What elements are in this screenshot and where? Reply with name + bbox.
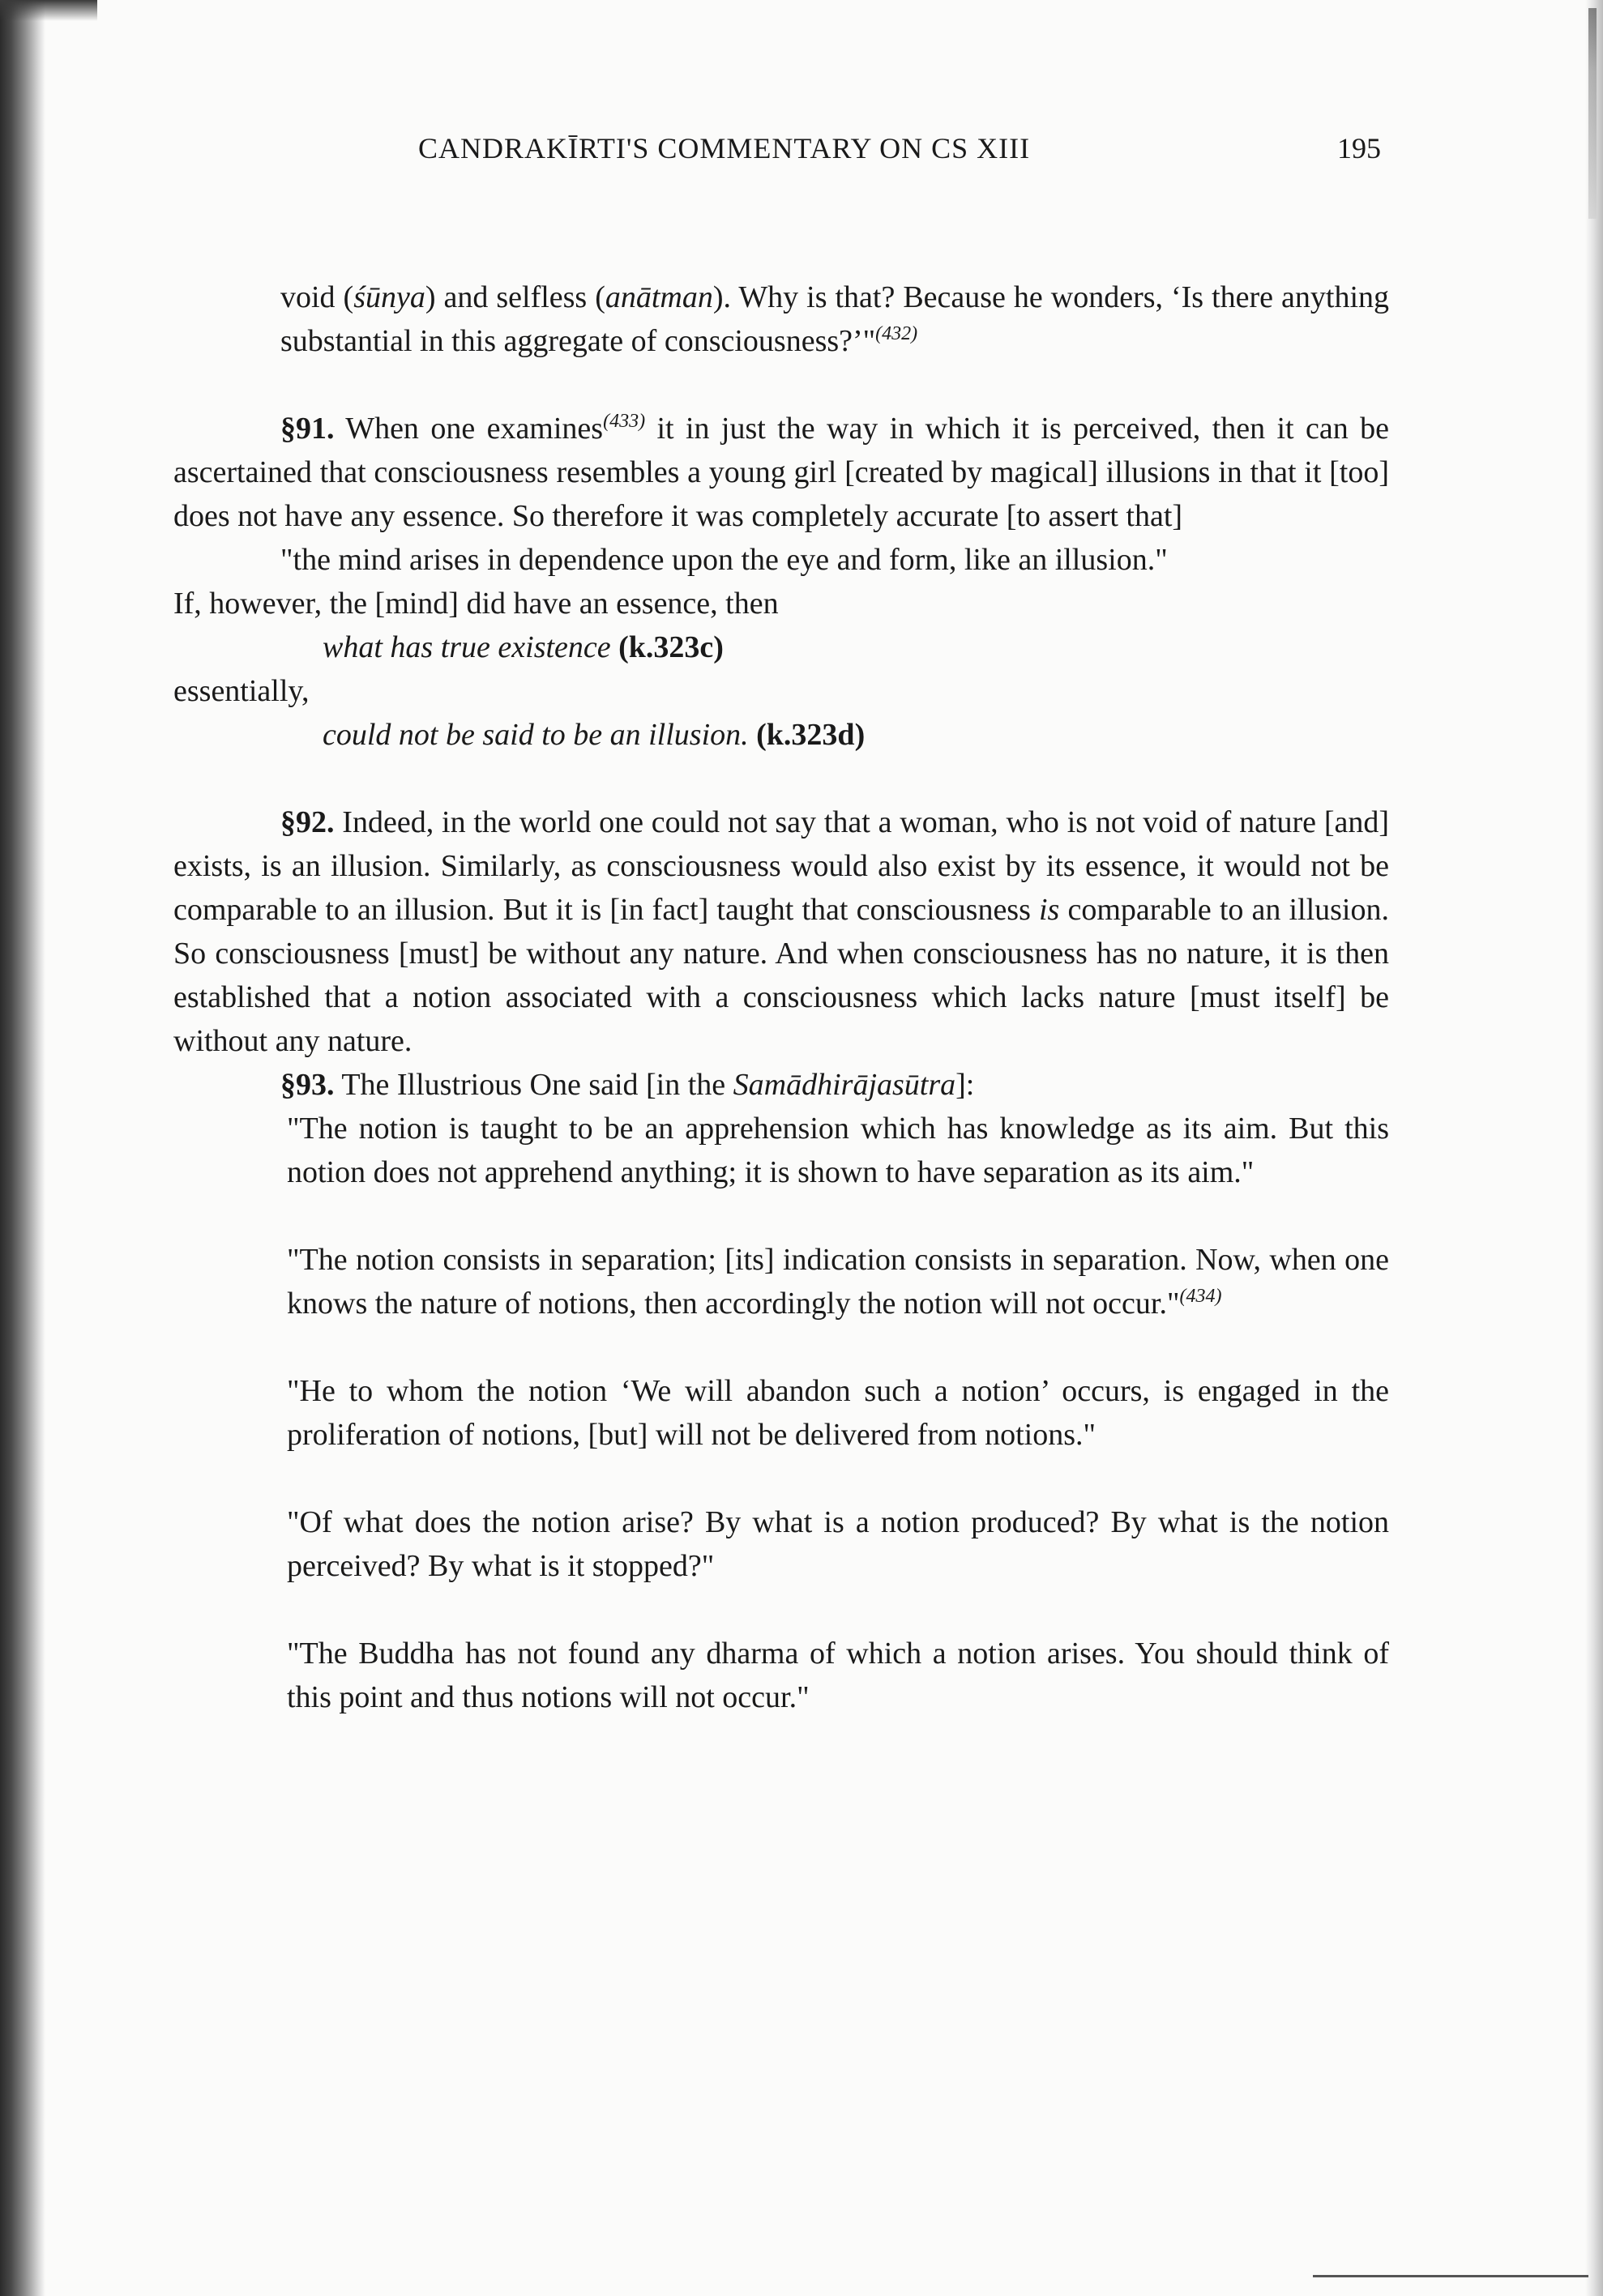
sutra-quote-3: "He to whom the notion ‘We will abandon such a notion’ occurs, is engaged in the proliferation of notions, [but] will not be delivered from notions." xyxy=(287,1374,1389,1452)
page-number: 195 xyxy=(1337,132,1381,164)
verse-k323c: what has true existence (k.323c) xyxy=(323,630,724,664)
section-91-essentially: essentially, xyxy=(173,674,310,708)
verse-ref-k323d: (k.323d) xyxy=(756,718,866,752)
section-93: §93. The Illustrious One said [in the Samādhirājasūtra]: xyxy=(280,1068,975,1102)
binding-shadow xyxy=(0,0,45,2296)
running-title: CANDRAKĪRTI'S COMMENTARY ON CS XIII xyxy=(418,132,1031,164)
title-samadhirajasutra: Samādhirājasūtra xyxy=(733,1068,956,1102)
scan-edge-mark xyxy=(1588,8,1597,219)
sutra-quote-4: "Of what does the notion arise? By what is a notion produced? By what is the notion perceived? By what is it stopped?" xyxy=(287,1505,1389,1583)
verse-k323d: could not be said to be an illusion. (k.323d) xyxy=(323,718,866,752)
verse-ref-k323c: (k.323c) xyxy=(618,630,724,664)
binding-corner-shadow xyxy=(0,0,97,21)
page-right-edge xyxy=(1585,0,1603,2296)
term-anatman: anātman xyxy=(605,280,713,314)
section-91: §91. When one examines$^{(433)}$ it in just the way in which it is perceived, then it can be ascertained that consciousness resembles a young girl [created by magical] illusions in that it [too] does not have any essence. So therefore it was completely accurate [to assert that] xyxy=(173,411,1389,533)
section-91-if: If, however, the [mind] did have an essence, then xyxy=(173,587,779,621)
term-sunya: śūnya xyxy=(353,280,425,314)
section-number-92: §92. xyxy=(280,805,335,839)
footnote-ref-434: (434) xyxy=(1179,1286,1222,1307)
footnote-ref-432: (432) xyxy=(875,323,918,344)
footnote-ref-433: (433) xyxy=(603,411,646,432)
sutra-quote-5: "The Buddha has not found any dharma of which a notion arises. You should think of this point and thus notions will not occur." xyxy=(287,1637,1389,1714)
section-92: §92. Indeed, in the world one could not say that a woman, who is not void of nature [and] exists, is an illusion. Similarly, as consciousness would also exist by its essence, it would not be comparable to an illusion. But it is [in fact] taught that consciousness is comparable to an illusion. So consciousness [must] be without any nature. And when consciousness has no nature, it is then established that a notion associated with a consciousness which lacks nature [must itself] be without any nature. xyxy=(173,805,1389,1058)
paragraph-continuation: void (śūnya) and selfless (anātman). Why is that? Because he wonders, ‘Is there anything substantial in this aggregate of consciousness?’"$^{(432)}$ xyxy=(280,280,1389,358)
section-number-93: §93. xyxy=(280,1068,335,1102)
sutra-quote-1: "The notion is taught to be an apprehension which has knowledge as its aim. But this notion does not apprehend anything; it is shown to have separation as its aim." xyxy=(287,1112,1389,1189)
sutra-quote-2: "The notion consists in separation; [its] indication consists in separation. Now, when one knows the nature of notions, then accordingly the notion will not occur."$^{(434)}$ xyxy=(287,1243,1389,1321)
body-text xyxy=(173,275,1389,1719)
quotation-mind-arises: "the mind arises in dependence upon the eye and form, like an illusion." xyxy=(280,543,1168,577)
section-number-91: §91. xyxy=(280,412,335,446)
scan-bottom-mark xyxy=(1313,2275,1588,2277)
